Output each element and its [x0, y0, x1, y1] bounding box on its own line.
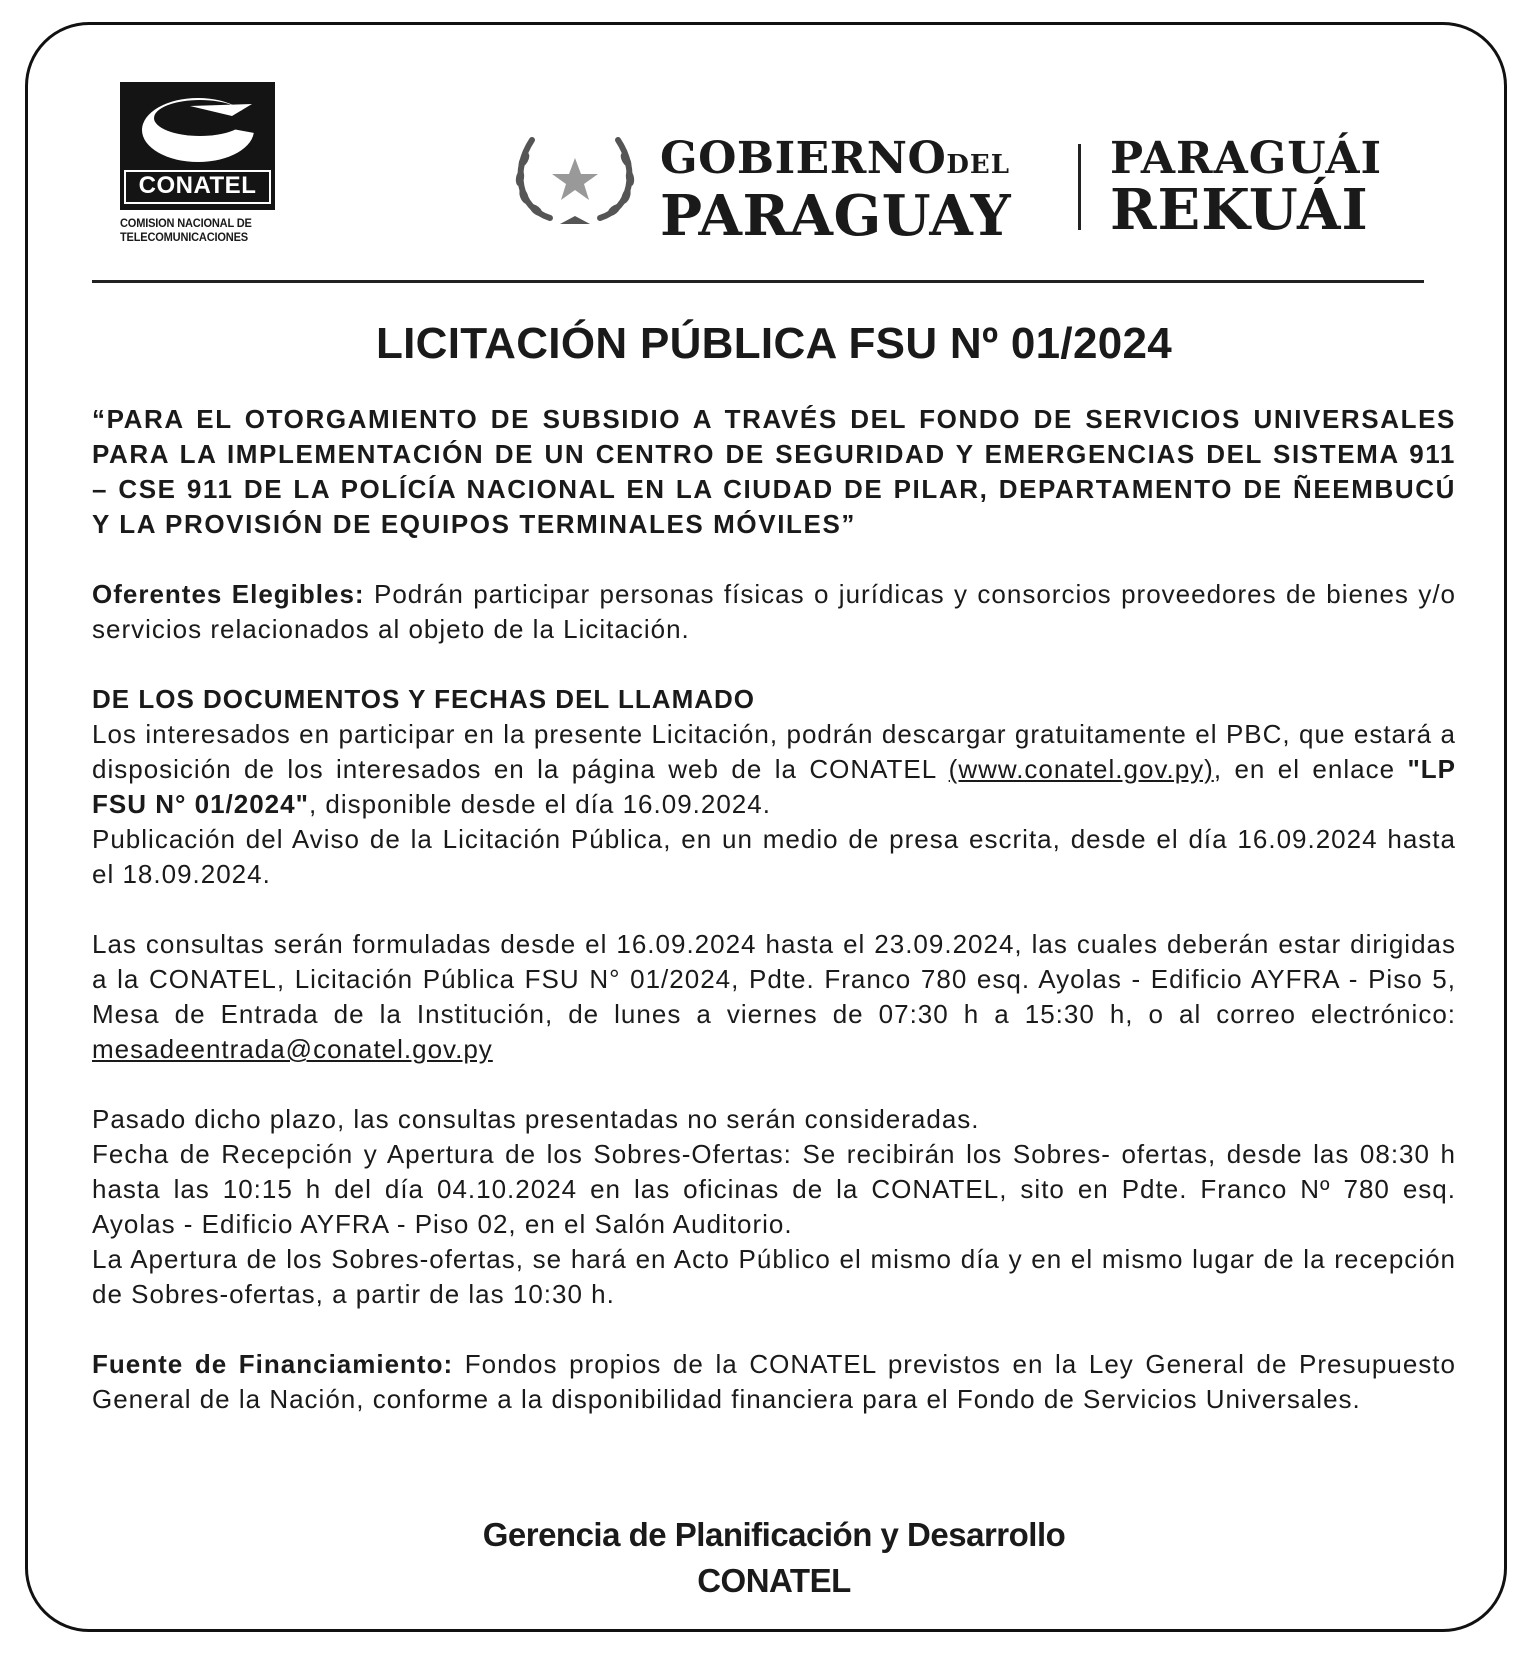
queries-paragraph: [92, 927, 1456, 1067]
notice-body: [92, 402, 1456, 1417]
funding-text: Fondos propios de la CONATEL previstos en la Ley General de Presupuesto General de la Nación, conforme a la disponibilidad financiera para el Fondo de Servicios Universales.: [92, 1349, 1456, 1414]
documents-text: Los interesados en participar en la presente Licitación, podrán descargar gratuitamente el PBC, que estará a disposición de los interesados en la página web de la CONATEL: [92, 719, 1456, 784]
gov-line-gobierno: GOBIERNO: [660, 133, 947, 184]
conatel-logo-mark: [120, 82, 275, 210]
government-name: [660, 133, 1012, 249]
signature-organization: CONATEL: [697, 1562, 851, 1599]
documents-heading: DE LOS DOCUMENTOS Y FECHAS DEL LLAMADO: [92, 684, 756, 714]
opening-paragraph: La Apertura de los Sobres-ofertas, se hará en Acto Público el mismo día y en el mismo lugar de la recepción de Sobres-ofertas, a partir de las 10:30 h.: [92, 1244, 1456, 1309]
gov-line-rekuai: REKUÁI: [1110, 177, 1369, 243]
publication-paragraph: Publicación del Aviso de la Licitación Pública, en un medio de presa escrita, desde el día 16.09.2024 hasta el 18.09.2024.: [92, 824, 1456, 889]
conatel-logo-word: CONATEL: [124, 170, 271, 204]
signature-department: Gerencia de Planificación y Desarrollo: [482, 1516, 1066, 1553]
conatel-logo-subtitle-2: TELECOMUNICACIONES: [120, 230, 248, 244]
funding-label: Fuente de Financiamiento:: [92, 1349, 454, 1379]
funding-paragraph: [92, 1347, 1456, 1417]
queries-text: Las consultas serán formuladas desde el 16.09.2024 hasta el 23.09.2024, las cuales deberán estar dirigidas a la CONATEL, Licitación Pública FSU N° 01/2024, Pdte. Franco 780 esq. Ayolas - Edificio AYFRA - Piso 5, Mesa de Entrada de la Institución, de lunes a viernes de 07:30 h a 15:30 h, o al correo electrónico:: [92, 929, 1456, 1029]
conatel-logo: [120, 82, 280, 244]
eligible-bidders-text: Podrán participar personas físicas o jurídicas y consorcios proveedores de bienes y/o servicios relacionados al objeto de la Licitación.: [92, 579, 1457, 644]
conatel-emblem-icon: [120, 82, 275, 174]
deadline-notice: Pasado dicho plazo, las consultas presentadas no serán consideradas.: [92, 1104, 980, 1134]
notice-title: LICITACIÓN PÚBLICA FSU Nº 01/2024: [375, 319, 1173, 368]
logo-divider: [1078, 144, 1081, 230]
header-divider: [92, 280, 1424, 283]
signature-block: [92, 1512, 1456, 1604]
gov-line-paraguay: PARAGUAY: [660, 183, 1012, 249]
government-slogan: [1110, 133, 1383, 243]
documents-paragraph: [92, 717, 1456, 822]
gov-line-paraguai: PARAGUÁI: [1110, 133, 1383, 184]
conatel-website-link[interactable]: (www.conatel.gov.py): [948, 754, 1214, 784]
tender-link-label: "LP FSU N° 01/2024": [92, 754, 1457, 819]
gov-line-del: DEL: [946, 150, 1010, 180]
tender-object: “PARA EL OTORGAMIENTO DE SUBSIDIO A TRAVÉS DEL FONDO DE SERVICIOS UNIVERSALES PARA LA IMPLEMENTACIÓN DE UN CENTRO DE SEGURIDAD Y EMERGENCIAS DEL SISTEMA 911 – CSE 911 DE LA POLÍCÍA NACIONAL EN LA CIUDAD DE PILAR, DEPARTAMENTO DE ÑEEMBUCÚ Y LA PROVISIÓN DE EQUIPOS TERMINALES MÓVILES”: [92, 404, 1456, 539]
documents-text-3: , disponible desde el día 16.09.2024.: [308, 789, 771, 819]
eligible-bidders-label: Oferentes Elegibles:: [92, 579, 365, 609]
eligible-bidders-paragraph: [92, 577, 1456, 647]
conatel-logo-subtitle-1: COMISION NACIONAL DE: [120, 216, 252, 230]
reception-paragraph: Fecha de Recepción y Apertura de los Sobres-Ofertas: Se recibirán los Sobres- ofertas, desde las 08:30 h hasta las 10:15 h del día 04.10.2024 en las oficinas de la CONATEL, sito en Pdte. Franco Nº 780 esq. Ayolas - Edificio AYFRA - Piso 02, en el Salón Auditorio.: [92, 1139, 1456, 1239]
government-logo: [510, 130, 1420, 249]
national-seal-icon: [510, 130, 640, 230]
email-link[interactable]: mesadeentrada@conatel.gov.py: [92, 1034, 493, 1064]
documents-text-2: , en el enlace: [1213, 754, 1408, 784]
